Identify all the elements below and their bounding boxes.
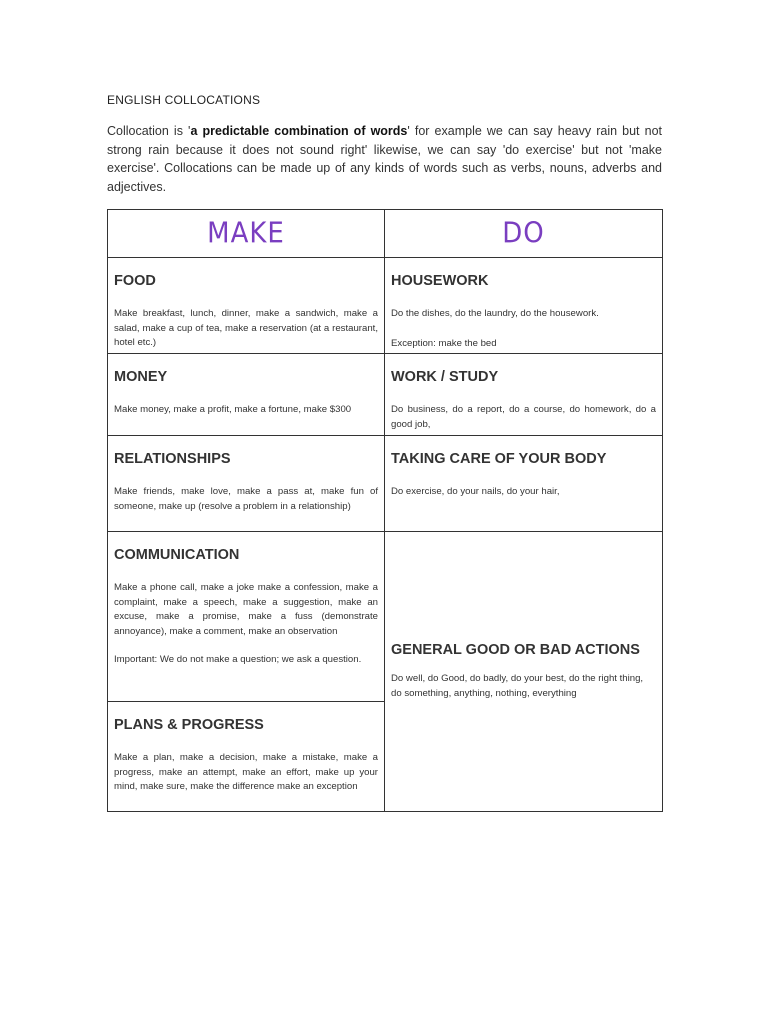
exception-note: Exception: make the bed — [391, 337, 497, 349]
make-money-cell — [108, 354, 385, 436]
examples-text: Do business, do a report, do a course, do homework, do a good job, — [391, 404, 656, 430]
examples-text: Do the dishes, do the laundry, do the housework. — [391, 308, 599, 319]
make-plans-cell — [108, 702, 385, 812]
examples-text: Make friends, make love, make a pass at, make fun of someone, make up (resolve a problem in a relationship) — [114, 486, 378, 512]
collocations-table — [107, 209, 663, 812]
category-heading: GENERAL GOOD OR BAD ACTIONS — [391, 641, 640, 658]
do-general-cell — [385, 532, 663, 812]
do-header-cell — [385, 210, 663, 258]
examples-text: Do exercise, do your nails, do your hair, — [391, 486, 560, 497]
table-row — [108, 354, 663, 436]
category-heading: PLANS & PROGRESS — [114, 717, 264, 733]
do-housework-cell — [385, 258, 663, 354]
examples-text: Make breakfast, lunch, dinner, make a sandwich, make a salad, make a cup of tea, make a reservation (at a restaurant, hotel etc.) — [114, 308, 378, 349]
page-title: ENGLISH COLLOCATIONS — [107, 93, 261, 107]
category-heading: RELATIONSHIPS — [114, 451, 231, 467]
category-heading: WORK / STUDY — [391, 369, 499, 385]
examples-text: Make a plan, make a decision, make a mistake, make a progress, make an attempt, make an effort, make up your mind, make sure, make the difference make an exception — [114, 752, 378, 793]
make-communication-cell — [108, 532, 385, 702]
do-header: DO — [502, 217, 545, 250]
table-row — [108, 532, 663, 702]
intro-bold-phrase: a predictable combination of words — [190, 124, 408, 138]
important-note: Important: We do not make a question; we ask a question. — [114, 654, 362, 666]
intro-paragraph — [107, 122, 662, 196]
do-work-cell — [385, 354, 663, 436]
do-body-cell — [385, 436, 663, 532]
examples-text: Do well, do Good, do badly, do your best, do the right thing, do something, anything, nothing, everything — [391, 672, 644, 699]
make-relationships-cell — [108, 436, 385, 532]
make-header-cell — [108, 210, 385, 258]
category-heading: TAKING CARE OF YOUR BODY — [391, 451, 607, 467]
header-row — [108, 210, 663, 258]
make-food-cell — [108, 258, 385, 354]
category-heading: MONEY — [114, 369, 168, 385]
table-row — [108, 258, 663, 354]
examples-text: Make money, make a profit, make a fortune, make $300 — [114, 404, 352, 415]
make-header: MAKE — [207, 217, 285, 250]
table-row — [108, 436, 663, 532]
examples-text: Make a phone call, make a joke make a confession, make a complaint, make a speech, make a suggestion, make an excuse, make a promise, make a fuss (demonstrate annoyance), make a comment, make an observation — [114, 582, 378, 637]
intro-text-start: Collocation is ' — [107, 124, 191, 138]
category-heading: COMMUNICATION — [114, 547, 240, 563]
category-heading: HOUSEWORK — [391, 273, 489, 289]
category-heading: FOOD — [114, 273, 156, 289]
intro-text-rest: ' for example we can say heavy rain but not strong rain because it does not sound right' likewise, we can say 'do exercise' but not 'make exercise'. Collocations can be made up of any kinds of words such as verbs, nouns, adverbs and adjectives. — [107, 124, 663, 194]
